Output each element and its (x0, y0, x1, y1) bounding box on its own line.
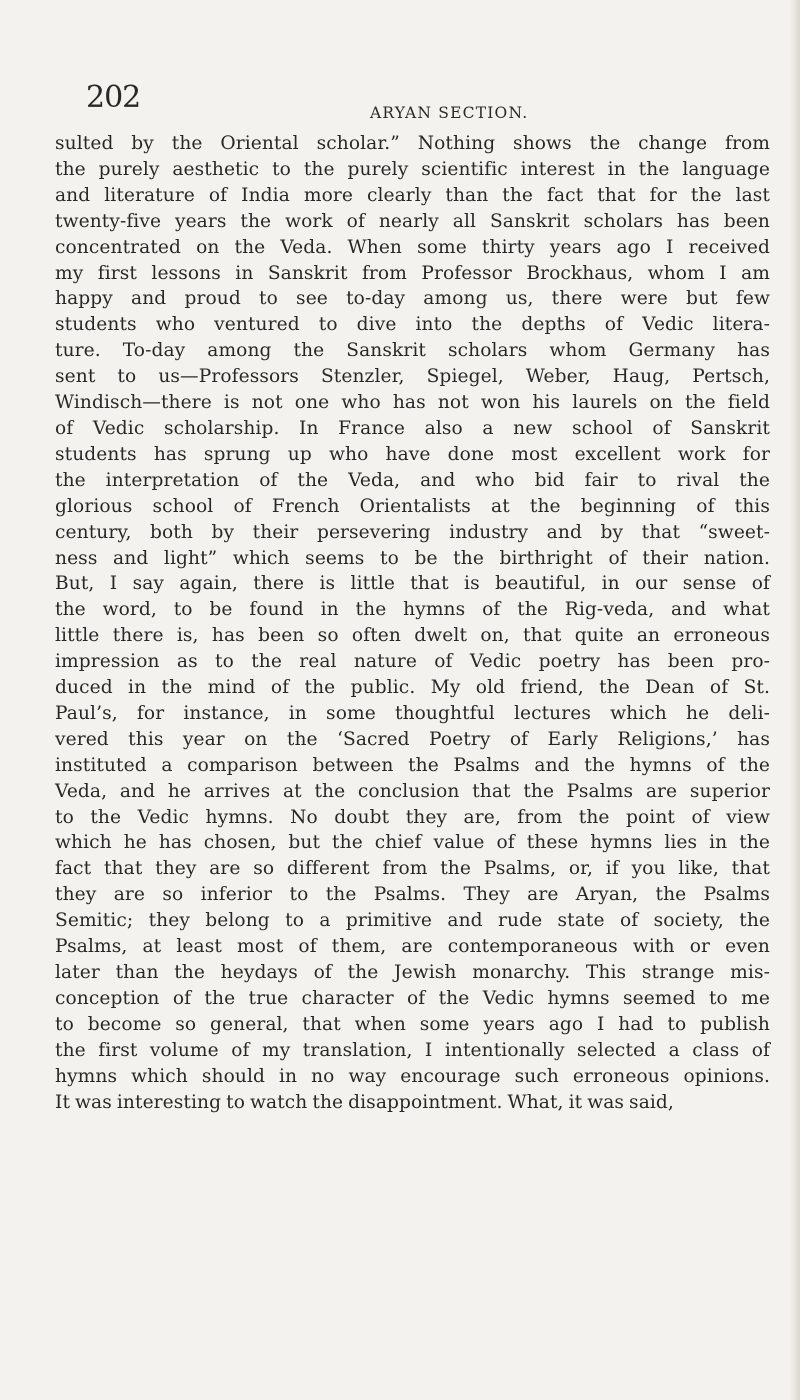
text-line: and literature of India more clearly than the fact that for the last (55, 184, 770, 206)
text-line: the interpretation of the Veda, and who bid fair to rival the (55, 469, 770, 491)
text-line: to the Vedic hymns. No doubt they are, from the point of view (55, 806, 770, 828)
text-line: conception of the true character of the Vedic hymns seemed to me (55, 987, 770, 1009)
text-line: ture. To-day among the Sanskrit scholars whom Germany has (55, 340, 770, 362)
text-line: ness and light” which seems to be the birthright of their nation. (55, 547, 770, 569)
text-line: the purely aesthetic to the purely scientific interest in the language (55, 158, 770, 180)
body-text (55, 131, 770, 1115)
text-line: hymns which should in no way encourage such erroneous opinions. (55, 1065, 770, 1087)
text-line: century, both by their persevering industry and by that “sweet- (55, 521, 770, 543)
text-line: twenty-five years the work of nearly all Sanskrit scholars has been (55, 210, 770, 232)
text-line: concentrated on the Veda. When some thirty years ago I received (55, 236, 770, 258)
text-line: Veda, and he arrives at the conclusion that the Psalms are superior (55, 780, 770, 802)
text-line: instituted a comparison between the Psalms and the hymns of the (55, 754, 770, 776)
text-line: they are so inferior to the Psalms. They are Aryan, the Psalms (55, 884, 770, 906)
text-line: Semitic; they belong to a primitive and rude state of society, the (55, 910, 770, 932)
text-line: of Vedic scholarship. In France also a new school of Sanskrit (55, 417, 770, 439)
text-line: duced in the mind of the public. My old friend, the Dean of St. (55, 677, 770, 699)
text-line: sent to us—Professors Stenzler, Spiegel, Weber, Haug, Pertsch, (55, 366, 770, 388)
text-line: impression as to the real nature of Vedic poetry has been pro- (55, 651, 770, 673)
text-line: students who ventured to dive into the depths of Vedic litera- (55, 314, 770, 336)
text-line: little there is, has been so often dwelt on, that quite an erroneous (55, 625, 770, 647)
text-line: vered this year on the ‘Sacred Poetry of Early Religions,’ has (55, 728, 770, 750)
page-edge-shadow (790, 0, 800, 1400)
page-number: 202 (86, 80, 141, 115)
text-line: the word, to be found in the hymns of the Rig-veda, and what (55, 599, 770, 621)
text-line: later than the heydays of the Jewish monarchy. This strange mis- (55, 962, 770, 983)
text-line: Paul’s, for instance, in some thoughtful lectures which he deli- (55, 702, 770, 724)
text-line: Psalms, at least most of them, are contemporaneous with or even (55, 936, 770, 958)
text-line: my first lessons in Sanskrit from Professor Brockhaus, whom I am (55, 262, 770, 284)
text-line: glorious school of French Orientalists at the beginning of this (55, 495, 770, 517)
text-line: fact that they are so different from the Psalms, or, if you like, that (55, 858, 770, 880)
text-line: sulted by the Oriental scholar.” Nothing shows the change from (55, 133, 770, 154)
text-line: happy and proud to see to-day among us, there were but few (55, 288, 770, 310)
running-head: ARYAN SECTION. (370, 104, 529, 122)
text-line: students has sprung up who have done most excellent work for (55, 443, 770, 465)
text-line: which he has chosen, but the chief value of these hymns lies in the (55, 832, 770, 854)
text-line: the first volume of my translation, I intentionally selected a class of (55, 1039, 770, 1061)
text-line: It was interesting to watch the disappointment. What, it was said, (55, 1091, 674, 1113)
text-line: to become so general, that when some years ago I had to publish (55, 1013, 770, 1035)
text-line: Windisch—there is not one who has not won his laurels on the field (55, 392, 770, 414)
text-line: But, I say again, there is little that is beautiful, in our sense of (55, 573, 770, 595)
